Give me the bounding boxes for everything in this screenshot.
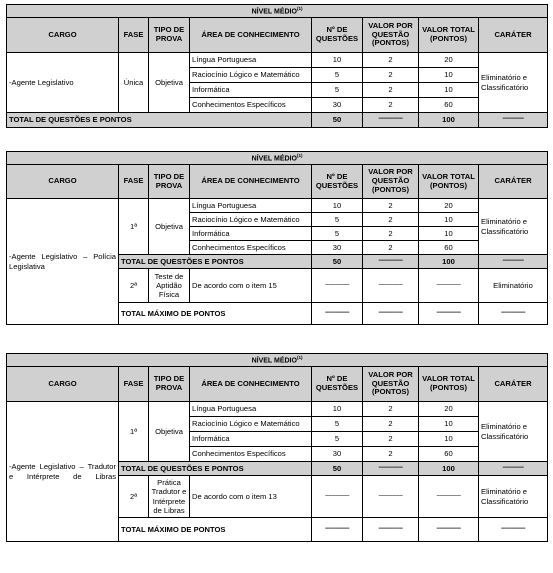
- col-carater: CARÁTER: [479, 367, 548, 402]
- col-total: VALOR TOTAL (PONTOS): [419, 367, 479, 402]
- questoes-cell: 10: [312, 402, 363, 417]
- area-cell: Informática: [190, 432, 312, 447]
- questoes-cell: 5: [312, 417, 363, 432]
- questoes-cell: 5: [312, 227, 363, 241]
- dash-cell: ----------------: [312, 269, 363, 303]
- dash-cell: ----------------: [363, 255, 419, 269]
- tipo-cell: Objetiva: [149, 199, 190, 255]
- total-maximo-label: TOTAL MÁXIMO DE PONTOS: [119, 518, 312, 542]
- col-cargo: CARGO: [7, 18, 119, 53]
- dash-cell: ----------------: [419, 476, 479, 518]
- dash-cell: ----------------: [363, 476, 419, 518]
- col-fase: FASE: [119, 165, 149, 199]
- questoes-cell: 5: [312, 432, 363, 447]
- area-cell: Língua Portuguesa: [190, 53, 312, 68]
- valor-cell: 2: [363, 227, 419, 241]
- area-cell: Língua Portuguesa: [190, 199, 312, 213]
- col-questoes: Nº DE QUESTÕES: [312, 367, 363, 402]
- total-cell: 60: [419, 447, 479, 462]
- col-tipo: TIPO DE PROVA: [149, 18, 190, 53]
- area-cell: Raciocínio Lógico e Matemático: [190, 68, 312, 83]
- valor-cell: 2: [363, 213, 419, 227]
- dash-cell: --------------: [479, 113, 548, 128]
- valor-cell: 2: [363, 83, 419, 98]
- fase-cell: 2ª: [119, 269, 149, 303]
- valor-cell: 2: [363, 402, 419, 417]
- nivel-banner: NÍVEL MÉDIO$^{(1)}$: [7, 152, 548, 165]
- total-cell: 10: [419, 432, 479, 447]
- tipo-cell: Prática Tradutor e Intérprete de Libras: [149, 476, 190, 518]
- col-area: ÁREA DE CONHECIMENTO: [190, 367, 312, 402]
- dash-cell: ----------------: [363, 113, 419, 128]
- nivel-banner: NÍVEL MÉDIO$^{(1)}$: [7, 354, 548, 367]
- fase-cell: 1ª: [119, 199, 149, 255]
- valor-cell: 2: [363, 432, 419, 447]
- dash-cell: ----------------: [312, 476, 363, 518]
- cargo-cell: -Agente Legislativo – Polícia Legislativa: [7, 199, 119, 325]
- dash-cell: --------------: [479, 462, 548, 476]
- total-cell: 20: [419, 199, 479, 213]
- col-tipo: TIPO DE PROVA: [149, 367, 190, 402]
- area-cell: Informática: [190, 227, 312, 241]
- fase-cell: 1ª: [119, 402, 149, 462]
- total-questoes-value: 50: [312, 255, 363, 269]
- total-maximo-label: TOTAL MÁXIMO DE PONTOS: [119, 303, 312, 325]
- dash-cell: ----------------: [363, 269, 419, 303]
- valor-cell: 2: [363, 199, 419, 213]
- fase-cell: Única: [119, 53, 149, 113]
- area-cell: Conhecimentos Específicos: [190, 241, 312, 255]
- col-area: ÁREA DE CONHECIMENTO: [190, 165, 312, 199]
- valor-cell: 2: [363, 98, 419, 113]
- col-questoes: Nº DE QUESTÕES: [312, 165, 363, 199]
- area-cell: De acordo com o item 15: [190, 269, 312, 303]
- tipo-cell: Teste de Aptidão Física: [149, 269, 190, 303]
- total-cell: 60: [419, 98, 479, 113]
- area-cell: De acordo com o item 13: [190, 476, 312, 518]
- col-fase: FASE: [119, 18, 149, 53]
- carater-cell: Eliminatório e Classificatório: [479, 402, 548, 462]
- col-tipo: TIPO DE PROVA: [149, 165, 190, 199]
- col-carater: CARÁTER: [479, 18, 548, 53]
- total-pontos-value: 100: [419, 255, 479, 269]
- dash-cell: ----------------: [479, 303, 548, 325]
- col-total: VALOR TOTAL (PONTOS): [419, 18, 479, 53]
- total-cell: 20: [419, 53, 479, 68]
- valor-cell: 2: [363, 447, 419, 462]
- exam-table-agente-legislativo: [6, 4, 548, 128]
- exam-table-policia-legislativa: [6, 151, 548, 325]
- area-cell: Raciocínio Lógico e Matemático: [190, 213, 312, 227]
- carater-cell: Eliminatório e Classificatório: [479, 53, 548, 113]
- dash-cell: ----------------: [479, 518, 548, 542]
- dash-cell: ----------------: [312, 518, 363, 542]
- total-questoes-label: TOTAL DE QUESTÕES E PONTOS: [119, 462, 312, 476]
- area-cell: Conhecimentos Específicos: [190, 98, 312, 113]
- questoes-cell: 5: [312, 68, 363, 83]
- total-pontos-value: 100: [419, 113, 479, 128]
- total-cell: 10: [419, 83, 479, 98]
- questoes-cell: 10: [312, 53, 363, 68]
- area-cell: Raciocínio Lógico e Matemático: [190, 417, 312, 432]
- carater-cell: Eliminatório e Classificatório: [479, 476, 548, 518]
- questoes-cell: 30: [312, 447, 363, 462]
- dash-cell: ----------------: [419, 303, 479, 325]
- dash-cell: ----------------: [363, 462, 419, 476]
- dash-cell: --------------: [479, 255, 548, 269]
- questoes-cell: 30: [312, 241, 363, 255]
- dash-cell: ----------------: [419, 518, 479, 542]
- total-cell: 10: [419, 227, 479, 241]
- area-cell: Informática: [190, 83, 312, 98]
- valor-cell: 2: [363, 53, 419, 68]
- area-cell: Língua Portuguesa: [190, 402, 312, 417]
- total-questoes-value: 50: [312, 462, 363, 476]
- total-questoes-label: TOTAL DE QUESTÕES E PONTOS: [119, 255, 312, 269]
- dash-cell: ----------------: [312, 303, 363, 325]
- total-cell: 10: [419, 417, 479, 432]
- total-questoes-value: 50: [312, 113, 363, 128]
- area-cell: Conhecimentos Específicos: [190, 447, 312, 462]
- total-cell: 10: [419, 68, 479, 83]
- total-cell: 60: [419, 241, 479, 255]
- total-questoes-label: TOTAL DE QUESTÕES E PONTOS: [7, 113, 312, 128]
- col-valor: VALOR POR QUESTÃO (PONTOS): [363, 18, 419, 53]
- valor-cell: 2: [363, 417, 419, 432]
- valor-cell: 2: [363, 68, 419, 83]
- questoes-cell: 30: [312, 98, 363, 113]
- valor-cell: 2: [363, 241, 419, 255]
- total-pontos-value: 100: [419, 462, 479, 476]
- exam-table-tradutor-libras: [6, 353, 548, 542]
- tipo-cell: Objetiva: [149, 402, 190, 462]
- col-cargo: CARGO: [7, 165, 119, 199]
- col-fase: FASE: [119, 367, 149, 402]
- questoes-cell: 10: [312, 199, 363, 213]
- questoes-cell: 5: [312, 83, 363, 98]
- total-cell: 10: [419, 213, 479, 227]
- dash-cell: ----------------: [363, 518, 419, 542]
- col-total: VALOR TOTAL (PONTOS): [419, 165, 479, 199]
- carater-cell: Eliminatório: [479, 269, 548, 303]
- carater-cell: Eliminatório e Classificatório: [479, 199, 548, 255]
- col-valor: VALOR POR QUESTÃO (PONTOS): [363, 367, 419, 402]
- col-cargo: CARGO: [7, 367, 119, 402]
- col-valor: VALOR POR QUESTÃO (PONTOS): [363, 165, 419, 199]
- nivel-banner: NÍVEL MÉDIO$^{(1)}$: [7, 5, 548, 18]
- col-area: ÁREA DE CONHECIMENTO: [190, 18, 312, 53]
- fase-cell: 2ª: [119, 476, 149, 518]
- questoes-cell: 5: [312, 213, 363, 227]
- col-carater: CARÁTER: [479, 165, 548, 199]
- cargo-cell: -Agente Legislativo: [7, 53, 119, 113]
- dash-cell: ----------------: [419, 269, 479, 303]
- cargo-cell: -Agente Legislativo – Tradutor e Intérprete de Libras: [7, 402, 119, 542]
- tipo-cell: Objetiva: [149, 53, 190, 113]
- dash-cell: ----------------: [363, 303, 419, 325]
- col-questoes: Nº DE QUESTÕES: [312, 18, 363, 53]
- total-cell: 20: [419, 402, 479, 417]
